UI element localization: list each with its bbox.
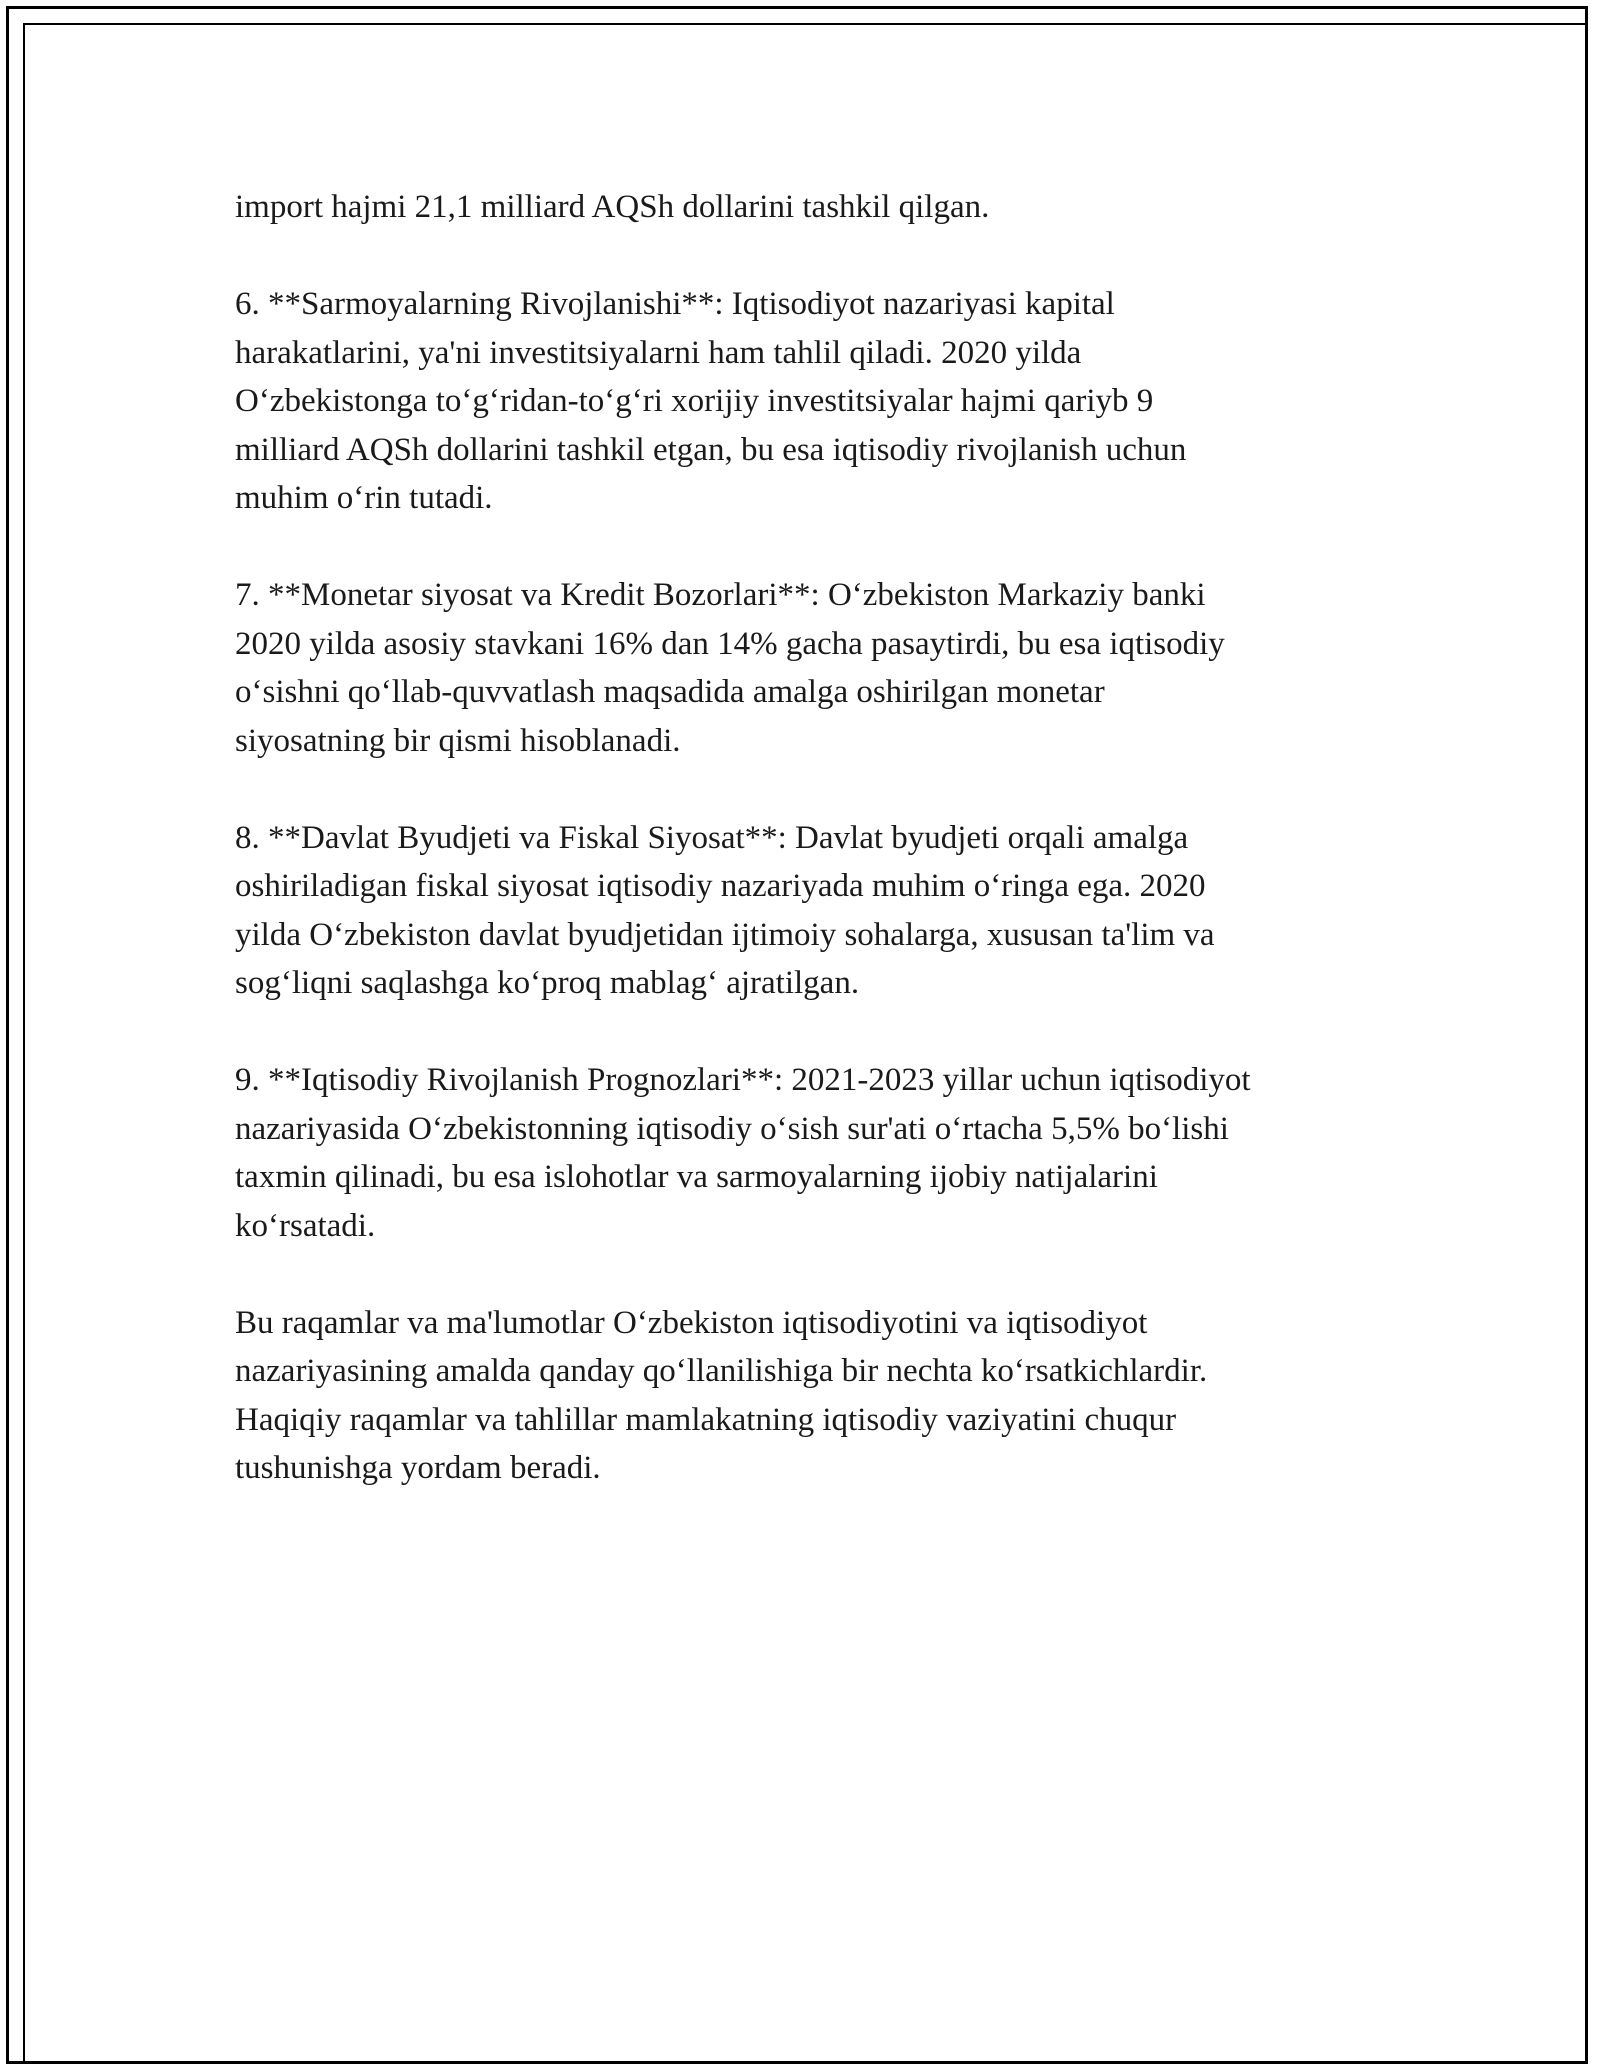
paragraph-development-forecasts: 9. **Iqtisodiy Rivojlanish Prognozlari**: 2021-2023 yillar uchun iqtisodiyot nazariyasida O‘zbekistonning iqtisodiy o‘sish sur'ati o‘rtacha 5,5% bo‘lishi taxmin qilinadi, bu esa islohotlar va sarmoyalarning ijobiy natijalarini ko‘rsatadi. (235, 1062, 1251, 1244)
document-body (235, 183, 1375, 1541)
paragraph-investment-development: 6. **Sarmoyalarning Rivojlanishi**: Iqtisodiyot nazariyasi kapital harakatlarini, ya'ni investitsiyalarni ham tahlil qiladi. 2020 yilda O‘zbekistonga to‘g‘ridan-to‘g‘ri xorijiy investitsiyalar hajmi qariyb 9 milliard AQSh dollarini tashkil etgan, bu esa iqtisodiy rivojlanish uchun muhim o‘rin tutadi. (235, 286, 1187, 516)
paragraph-import-volume: import hajmi 21,1 milliard AQSh dollarini tashkil qilgan. (235, 189, 990, 225)
paragraph-monetary-policy: 7. **Monetar siyosat va Kredit Bozorlari**: O‘zbekiston Markaziy banki 2020 yilda asosiy stavkani 16% dan 14% gacha pasaytirdi, bu esa iqtisodiy o‘sishni qo‘llab-quvvatlash maqsadida amalga oshirilgan monetar siyosatning bir qismi hisoblanadi. (235, 577, 1225, 759)
paragraph-conclusion: Bu raqamlar va ma'lumotlar O‘zbekiston iqtisodiyotini va iqtisodiyot nazariyasining amalda qanday qo‘llanilishiga bir nechta ko‘rsatkichlardir. Haqiqiy raqamlar va tahlillar mamlakatning iqtisodiy vaziyatini chuqur tushunishga yordam beradi. (235, 1304, 1208, 1486)
paragraph-state-budget: 8. **Davlat Byudjeti va Fiskal Siyosat**: Davlat byudjeti orqali amalga oshiriladigan fiskal siyosat iqtisodiy nazariyada muhim o‘ringa ega. 2020 yilda O‘zbekiston davlat byudjetidan ijtimoiy sohalarga, xususan ta'lim va sog‘liqni saqlashga ko‘proq mablag‘ ajratilgan. (235, 819, 1215, 1001)
